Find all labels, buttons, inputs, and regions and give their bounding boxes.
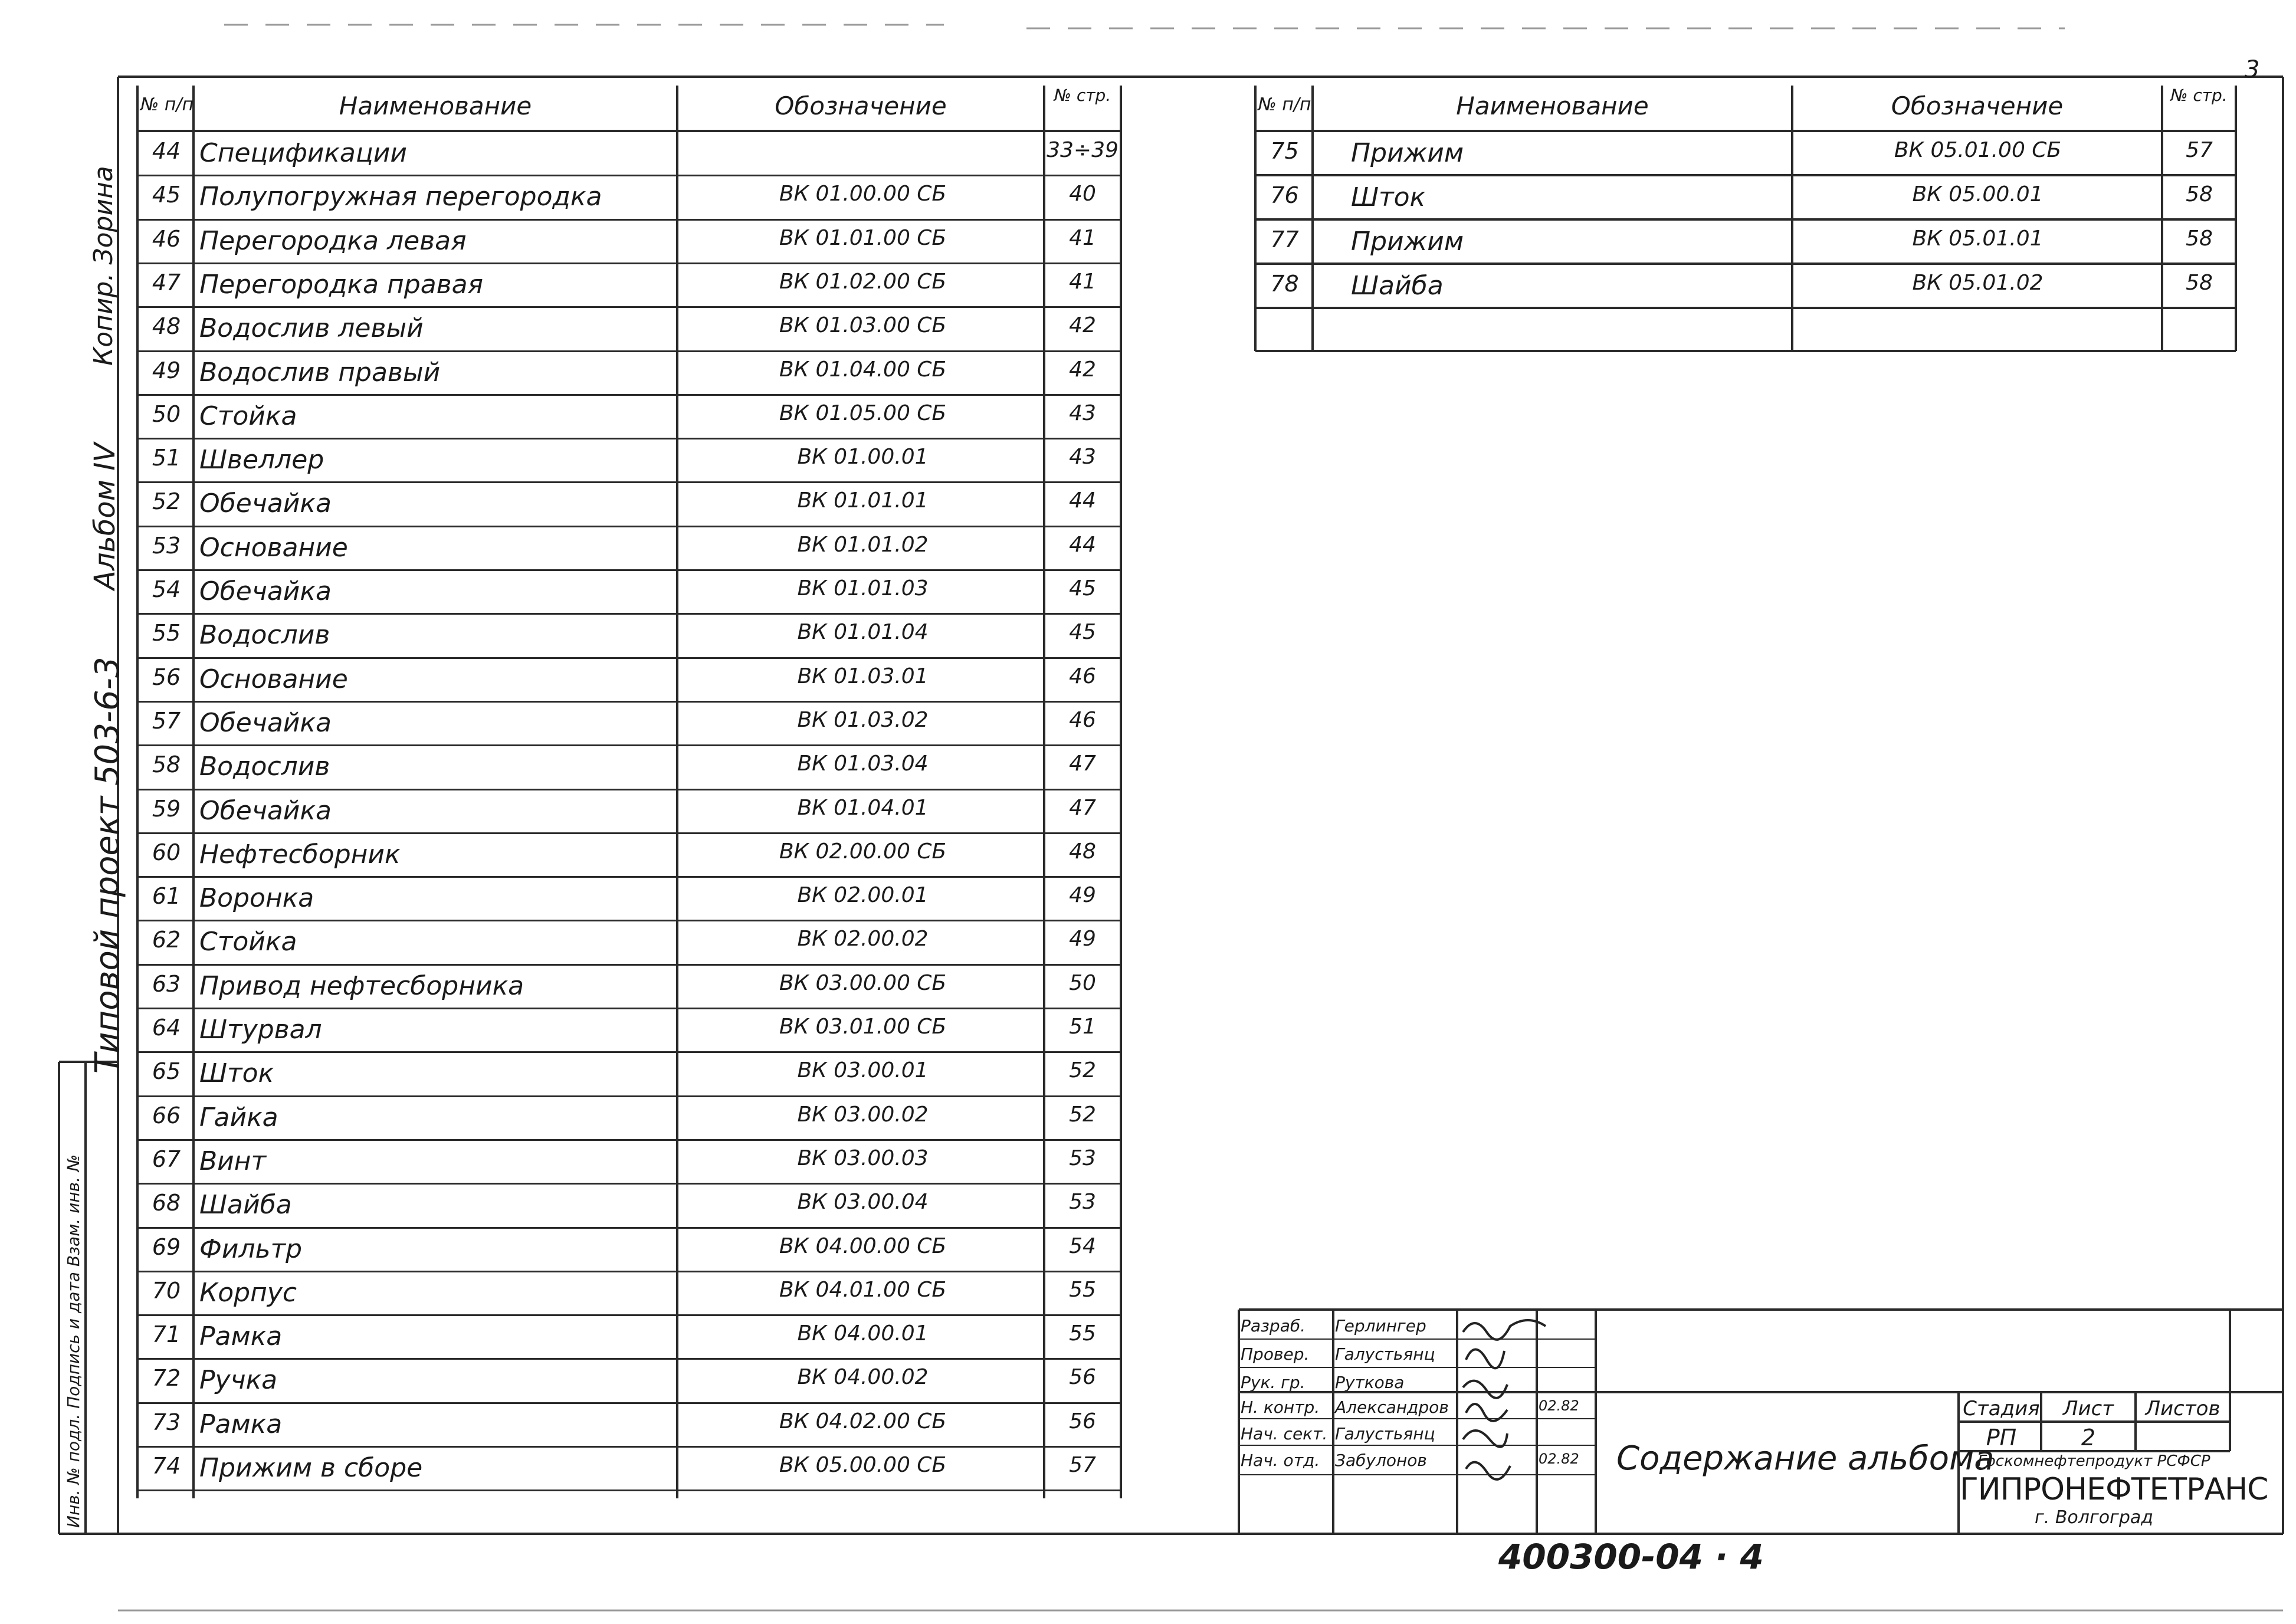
left-row-num: 68 bbox=[152, 1190, 181, 1216]
left-row-page: 47 bbox=[1069, 752, 1096, 776]
left-row-num: 56 bbox=[152, 664, 181, 690]
signature-name: Александров bbox=[1335, 1397, 1449, 1417]
left-row-code: ВК 01.01.02 bbox=[797, 532, 929, 557]
left-header-name: Наименование bbox=[339, 91, 532, 120]
signature-role: Разраб. bbox=[1241, 1316, 1306, 1336]
signature-name: Галустьянц bbox=[1335, 1424, 1435, 1443]
left-row-num: 55 bbox=[152, 620, 181, 647]
left-row-name: Штурвал bbox=[199, 1015, 322, 1045]
signature-name: Забулонов bbox=[1335, 1451, 1427, 1470]
left-row-name: Гайка bbox=[199, 1102, 278, 1133]
left-row-code: ВК 04.00.02 bbox=[797, 1365, 929, 1390]
left-row-num: 48 bbox=[152, 313, 181, 340]
org-ministry: Госкомнефтепродукт РСФСР bbox=[1977, 1452, 2210, 1470]
right-header-num: № п/п bbox=[1258, 94, 1311, 115]
signature-role: Нач. отд. bbox=[1241, 1451, 1320, 1470]
project-vertical-label: Типовой проект 503-6-3 bbox=[88, 657, 127, 1074]
right-row-name: Прижим bbox=[1351, 227, 1464, 257]
left-row-num: 47 bbox=[152, 269, 181, 296]
left-row-code: ВК 01.03.04 bbox=[797, 752, 929, 776]
left-row-divider bbox=[137, 1051, 1121, 1053]
left-row-divider bbox=[137, 832, 1121, 834]
right-row-name: Шток bbox=[1351, 182, 1426, 212]
left-row-divider bbox=[137, 920, 1121, 921]
left-row-page: 50 bbox=[1069, 970, 1096, 995]
left-row-divider bbox=[137, 1358, 1121, 1360]
left-row-divider bbox=[137, 219, 1121, 221]
signature-role: Н. контр. bbox=[1241, 1397, 1320, 1417]
left-row-code: ВК 01.00.01 bbox=[797, 445, 929, 470]
signature-role: Рук. гр. bbox=[1241, 1373, 1306, 1392]
left-row-divider bbox=[137, 876, 1121, 878]
left-row-num: 51 bbox=[152, 445, 181, 471]
left-row-code: ВК 03.00.03 bbox=[797, 1146, 929, 1170]
left-row-divider bbox=[137, 306, 1121, 308]
left-row-divider bbox=[137, 701, 1121, 703]
left-row-name: Ручка bbox=[199, 1365, 278, 1396]
left-row-num: 52 bbox=[152, 488, 181, 515]
right-row-num: 76 bbox=[1270, 182, 1299, 208]
left-row-divider bbox=[137, 1139, 1121, 1141]
left-row-name: Спецификации bbox=[199, 138, 407, 168]
left-row-code: ВК 03.00.04 bbox=[797, 1190, 929, 1215]
sheet-label: Лист bbox=[2062, 1397, 2114, 1420]
left-row-code: ВК 01.01.00 СБ bbox=[779, 225, 947, 250]
left-row-page: 55 bbox=[1069, 1321, 1096, 1346]
left-row-divider bbox=[137, 526, 1121, 527]
left-row-page: 41 bbox=[1069, 225, 1096, 250]
left-header-code: Обозначение bbox=[775, 91, 947, 120]
left-row-page: 45 bbox=[1069, 620, 1096, 645]
left-row-page: 53 bbox=[1069, 1190, 1096, 1215]
left-row-num: 64 bbox=[152, 1015, 181, 1041]
left-row-name: Перегородка левая bbox=[199, 225, 467, 256]
left-row-divider bbox=[137, 789, 1121, 790]
left-row-name: Винт bbox=[199, 1146, 267, 1176]
left-row-name: Шток bbox=[199, 1058, 274, 1089]
left-row-page: 57 bbox=[1069, 1453, 1096, 1477]
left-row-name: Рамка bbox=[199, 1321, 283, 1352]
org-city: г. Волгоград bbox=[2035, 1507, 2153, 1528]
left-row-num: 62 bbox=[152, 927, 181, 953]
left-row-page: 49 bbox=[1069, 883, 1096, 908]
sheets-label: Листов bbox=[2145, 1397, 2220, 1420]
left-row-divider bbox=[137, 1008, 1121, 1009]
left-row-page: 53 bbox=[1069, 1146, 1096, 1170]
left-row-divider bbox=[137, 175, 1121, 176]
left-row-page: 45 bbox=[1069, 576, 1096, 601]
left-row-name: Обечайка bbox=[199, 576, 332, 606]
left-row-code: ВК 03.00.02 bbox=[797, 1102, 929, 1127]
left-row-divider bbox=[137, 263, 1121, 264]
left-row-divider bbox=[137, 1271, 1121, 1272]
left-row-name: Перегородка правая bbox=[199, 269, 484, 300]
left-row-code: ВК 01.04.01 bbox=[797, 795, 929, 820]
left-row-code: ВК 01.01.04 bbox=[797, 620, 929, 645]
left-row-page: 46 bbox=[1069, 664, 1096, 688]
left-row-num: 44 bbox=[152, 138, 181, 164]
left-row-divider bbox=[137, 613, 1121, 615]
left-row-code: ВК 04.00.00 СБ bbox=[779, 1233, 947, 1258]
signature-name: Руткова bbox=[1335, 1373, 1405, 1392]
left-row-page: 56 bbox=[1069, 1409, 1096, 1433]
left-row-divider bbox=[137, 1227, 1121, 1229]
left-row-name: Корпус bbox=[199, 1277, 297, 1308]
left-row-code: ВК 04.02.00 СБ bbox=[779, 1409, 947, 1433]
left-row-num: 63 bbox=[152, 970, 181, 997]
left-header-page: № стр. bbox=[1054, 86, 1111, 105]
left-row-code: ВК 01.04.00 СБ bbox=[779, 357, 947, 382]
left-row-code: ВК 03.00.00 СБ bbox=[779, 970, 947, 995]
sheet-value: 2 bbox=[2081, 1425, 2096, 1451]
left-row-divider bbox=[137, 350, 1121, 352]
left-row-page: 56 bbox=[1069, 1365, 1096, 1390]
left-row-num: 58 bbox=[152, 752, 181, 778]
org-name: ГИПРОНЕФТЕТРАНС bbox=[1960, 1472, 2268, 1507]
left-row-num: 46 bbox=[152, 225, 181, 252]
left-row-code: ВК 01.03.01 bbox=[797, 664, 929, 688]
left-row-name: Стойка bbox=[199, 401, 297, 431]
left-row-num: 61 bbox=[152, 883, 181, 910]
corner-mark: 3 bbox=[2245, 56, 2260, 83]
left-row-code: ВК 01.02.00 СБ bbox=[779, 269, 947, 294]
left-row-num: 50 bbox=[152, 401, 181, 427]
left-row-name: Водослив bbox=[199, 620, 330, 651]
left-row-page: 42 bbox=[1069, 357, 1096, 382]
left-row-code: ВК 02.00.01 bbox=[797, 883, 929, 908]
right-header-name: Наименование bbox=[1456, 91, 1649, 120]
left-row-name: Водослив bbox=[199, 752, 330, 782]
left-row-divider bbox=[137, 438, 1121, 439]
left-row-code: ВК 04.01.00 СБ bbox=[779, 1277, 947, 1302]
left-row-page: 52 bbox=[1069, 1058, 1096, 1083]
left-row-name: Водослив левый bbox=[199, 313, 424, 344]
drawing-number: 400300-04 · 4 bbox=[1498, 1537, 1764, 1577]
left-row-page: 46 bbox=[1069, 707, 1096, 732]
left-row-name: Привод нефтесборника bbox=[199, 970, 524, 1001]
right-row-num: 78 bbox=[1270, 271, 1299, 297]
left-row-code: ВК 03.00.01 bbox=[797, 1058, 929, 1083]
left-row-num: 57 bbox=[152, 707, 181, 734]
left-header-num: № п/п bbox=[140, 94, 194, 115]
left-row-num: 65 bbox=[152, 1058, 181, 1085]
right-row-page: 58 bbox=[2186, 182, 2213, 206]
document-title: Содержание альбома bbox=[1616, 1439, 1995, 1478]
signature-name: Герлингер bbox=[1335, 1316, 1426, 1336]
left-row-num: 72 bbox=[152, 1365, 181, 1392]
left-row-name: Обечайка bbox=[199, 488, 332, 519]
left-row-page: 43 bbox=[1069, 445, 1096, 470]
right-header-code: Обозначение bbox=[1891, 91, 2064, 120]
left-row-name: Водослив правый bbox=[199, 357, 441, 388]
stage-value: РП bbox=[1986, 1425, 2017, 1451]
left-row-divider bbox=[137, 964, 1121, 966]
left-row-num: 70 bbox=[152, 1277, 181, 1304]
left-row-name: Рамка bbox=[199, 1409, 283, 1439]
copy-vertical-label: Копир. Зорина bbox=[88, 166, 119, 366]
left-row-page: 49 bbox=[1069, 927, 1096, 952]
left-row-divider bbox=[137, 744, 1121, 746]
left-row-num: 69 bbox=[152, 1233, 181, 1260]
left-row-name: Прижим в сборе bbox=[199, 1453, 423, 1483]
right-row-code: ВК 05.01.00 СБ bbox=[1894, 138, 2062, 162]
left-row-page: 55 bbox=[1069, 1277, 1096, 1302]
left-row-code: ВК 02.00.02 bbox=[797, 927, 929, 952]
left-row-divider bbox=[137, 1402, 1121, 1404]
right-row-page: 57 bbox=[2186, 138, 2213, 162]
right-row-name: Шайба bbox=[1351, 271, 1444, 301]
left-row-page: 33÷39 bbox=[1047, 138, 1119, 162]
left-row-page: 41 bbox=[1069, 269, 1096, 294]
left-row-page: 40 bbox=[1069, 182, 1096, 206]
left-row-code: ВК 01.05.00 СБ bbox=[779, 401, 947, 425]
right-row-name: Прижим bbox=[1351, 138, 1464, 168]
left-row-name: Полупогружная перегородка bbox=[199, 182, 602, 212]
left-row-divider bbox=[137, 657, 1121, 659]
left-row-code: ВК 05.00.00 СБ bbox=[779, 1453, 947, 1477]
left-row-page: 52 bbox=[1069, 1102, 1096, 1127]
left-row-name: Основание bbox=[199, 532, 348, 563]
left-row-page: 54 bbox=[1069, 1233, 1096, 1258]
left-row-num: 73 bbox=[152, 1409, 181, 1435]
left-row-page: 44 bbox=[1069, 488, 1096, 513]
left-row-num: 53 bbox=[152, 532, 181, 559]
left-row-name: Стойка bbox=[199, 927, 297, 957]
left-row-name: Шайба bbox=[199, 1190, 292, 1221]
left-row-code: ВК 01.01.03 bbox=[797, 576, 929, 601]
left-row-name: Основание bbox=[199, 664, 348, 694]
left-row-name: Фильтр bbox=[199, 1233, 303, 1264]
left-row-code: ВК 01.01.01 bbox=[797, 488, 929, 513]
left-row-name: Швеллер bbox=[199, 445, 324, 475]
left-row-divider bbox=[137, 1183, 1121, 1185]
left-row-page: 44 bbox=[1069, 532, 1096, 557]
left-row-code: ВК 01.03.02 bbox=[797, 707, 929, 732]
left-row-divider bbox=[137, 569, 1121, 571]
left-row-divider bbox=[137, 481, 1121, 483]
left-row-code: ВК 01.00.00 СБ bbox=[779, 182, 947, 206]
right-row-num: 75 bbox=[1270, 138, 1299, 164]
signature-role: Нач. сект. bbox=[1241, 1424, 1328, 1443]
left-row-name: Воронка bbox=[199, 883, 314, 914]
left-row-num: 54 bbox=[152, 576, 181, 602]
left-row-code: ВК 02.00.00 СБ bbox=[779, 839, 947, 864]
left-row-num: 45 bbox=[152, 182, 181, 208]
left-row-num: 74 bbox=[152, 1453, 181, 1479]
left-row-divider bbox=[137, 1095, 1121, 1097]
left-row-code: ВК 04.00.01 bbox=[797, 1321, 929, 1346]
left-row-page: 47 bbox=[1069, 795, 1096, 820]
left-row-num: 67 bbox=[152, 1146, 181, 1172]
signature-name: Галустьянц bbox=[1335, 1344, 1435, 1364]
stage-label: Стадия bbox=[1963, 1397, 2040, 1420]
signature-role: Провер. bbox=[1241, 1344, 1310, 1364]
stamp-vertical-label: Инв. № подл. Подпись и дата Взам. инв. № bbox=[64, 1154, 83, 1528]
left-row-num: 66 bbox=[152, 1102, 181, 1128]
album-vertical-label: Альбом IV bbox=[88, 442, 122, 590]
left-row-page: 51 bbox=[1069, 1015, 1096, 1039]
left-row-num: 49 bbox=[152, 357, 181, 383]
left-row-num: 60 bbox=[152, 839, 181, 865]
right-row-code: ВК 05.01.01 bbox=[1912, 227, 2044, 251]
left-row-page: 42 bbox=[1069, 313, 1096, 338]
left-row-num: 71 bbox=[152, 1321, 181, 1348]
signature-date: 02.82 bbox=[1539, 1451, 1579, 1467]
left-row-divider bbox=[137, 1446, 1121, 1448]
right-row-page: 58 bbox=[2186, 271, 2213, 295]
left-row-name: Обечайка bbox=[199, 795, 332, 826]
left-row-code: ВК 03.01.00 СБ bbox=[779, 1015, 947, 1039]
right-row-page: 58 bbox=[2186, 227, 2213, 251]
left-row-divider bbox=[137, 1314, 1121, 1316]
left-row-name: Нефтесборник bbox=[199, 839, 401, 870]
right-row-code: ВК 05.01.02 bbox=[1912, 271, 2044, 295]
left-row-num: 59 bbox=[152, 795, 181, 822]
left-row-divider bbox=[137, 1490, 1121, 1491]
left-row-divider bbox=[137, 394, 1121, 396]
right-row-code: ВК 05.00.01 bbox=[1912, 182, 2044, 206]
left-row-page: 43 bbox=[1069, 401, 1096, 425]
left-row-page: 48 bbox=[1069, 839, 1096, 864]
right-row-num: 77 bbox=[1270, 227, 1299, 252]
right-header-page: № стр. bbox=[2170, 86, 2228, 105]
signature-date: 02.82 bbox=[1539, 1397, 1579, 1414]
left-row-code: ВК 01.03.00 СБ bbox=[779, 313, 947, 338]
left-row-name: Обечайка bbox=[199, 707, 332, 738]
